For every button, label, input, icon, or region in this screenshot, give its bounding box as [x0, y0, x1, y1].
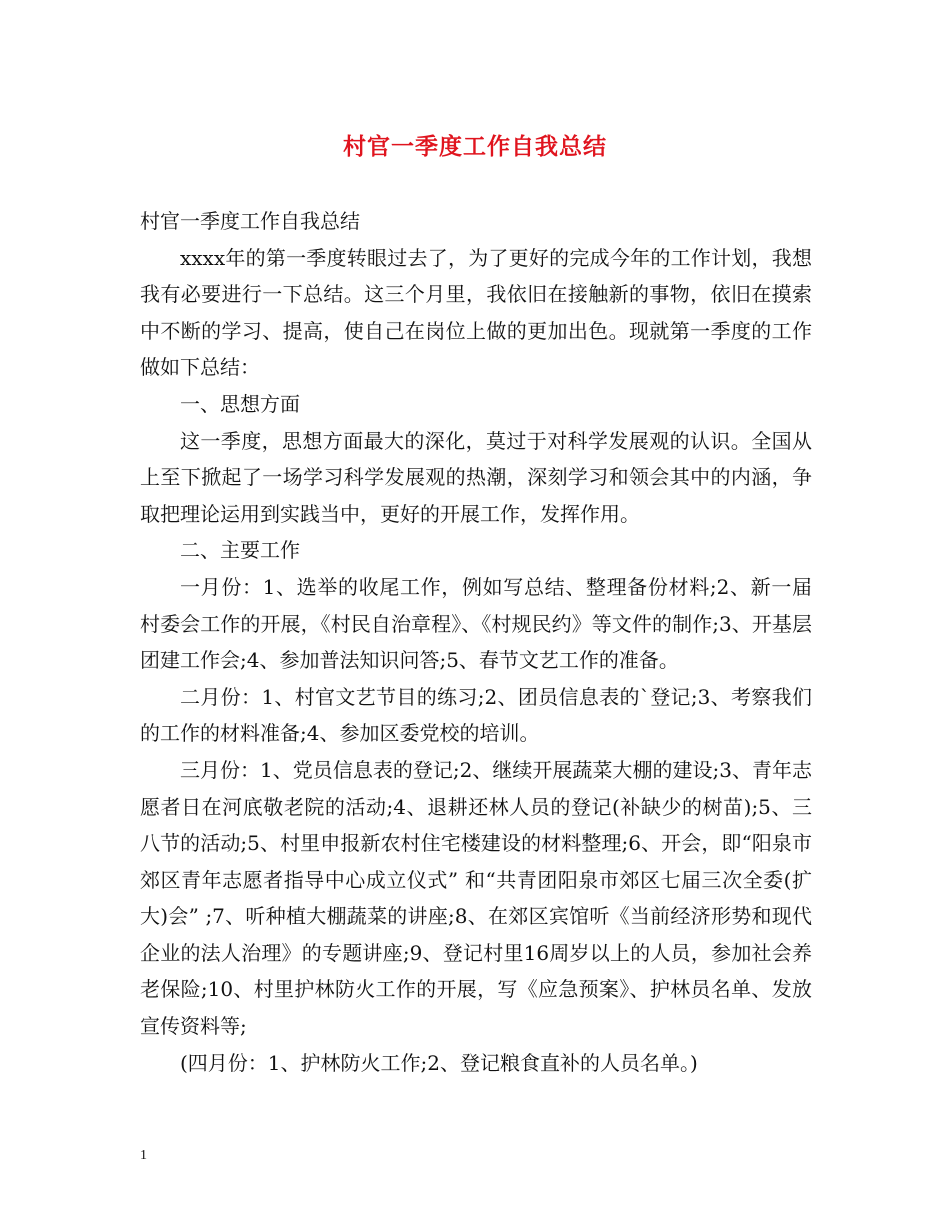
paragraph-heading: 村官一季度工作自我总结 — [140, 209, 360, 233]
paragraph-intro: xxxx年的第一季度转眼过去了，为了更好的完成今年的工作计划，我想我有必要进行一下总结。这三个月里，我依旧在接触新的事物，依旧在摸索中不断的学习、提高，使自己在岗位上做的更加出色。现就第一季度的工作做如下总结： — [140, 245, 812, 380]
paragraph-april: (四月份：1、护林防火工作;2、登记粮食直补的人员名单。) — [180, 1050, 698, 1075]
section-heading-thought: 一、思想方面 — [180, 391, 300, 416]
document-title: 村官一季度工作自我总结 — [343, 133, 607, 160]
section-heading-work: 二、主要工作 — [180, 538, 300, 563]
paragraph-january: 一月份：1、选举的收尾工作，例如写总结、整理备份材料;2、新一届村委会工作的开展，《村民自治章程》、《村规民约》等文件的制作;3、开基层团建工作会;4、参加普法知识问答;5、春节文艺工作的准备。 — [140, 574, 812, 673]
paragraph-march: 三月份：1、党员信息表的登记;2、继续开展蔬菜大棚的建设;3、青年志愿者日在河底敬老院的活动;4、退耕还林人员的登记(补缺少的树苗);5、三八节的活动;5、村里申报新农村住宅楼建设的材料整理;6、开会，即“阳泉市郊区青年志愿者指导中心成立仪式” 和“共青团阳泉市郊区七届三次全委(扩大)会” ;7、听种植大棚蔬菜的讲座;8、在郊区宾馆听《当前经济形势和现代企业的法人治理》的专题讲座;9、登记村里16周岁以上的人员，参加社会养老保险;10、村里护林防火工作的开展，写《应急预案》、护林员名单、发放宣传资料等; — [140, 757, 812, 1039]
page-number: 1 — [140, 1148, 147, 1163]
paragraph-february: 二月份：1、村官文艺节目的练习;2、团员信息表的`登记;3、考察我们的工作的材料准备;4、参加区委党校的培训。 — [140, 684, 812, 746]
document-body — [140, 203, 812, 1081]
paragraph-thought: 这一季度，思想方面最大的深化，莫过于对科学发展观的认识。全国从上至下掀起了一场学习科学发展观的热潮，深刻学习和领会其中的内涵，争取把理论运用到实践当中，更好的开展工作，发挥作用。 — [140, 428, 812, 526]
